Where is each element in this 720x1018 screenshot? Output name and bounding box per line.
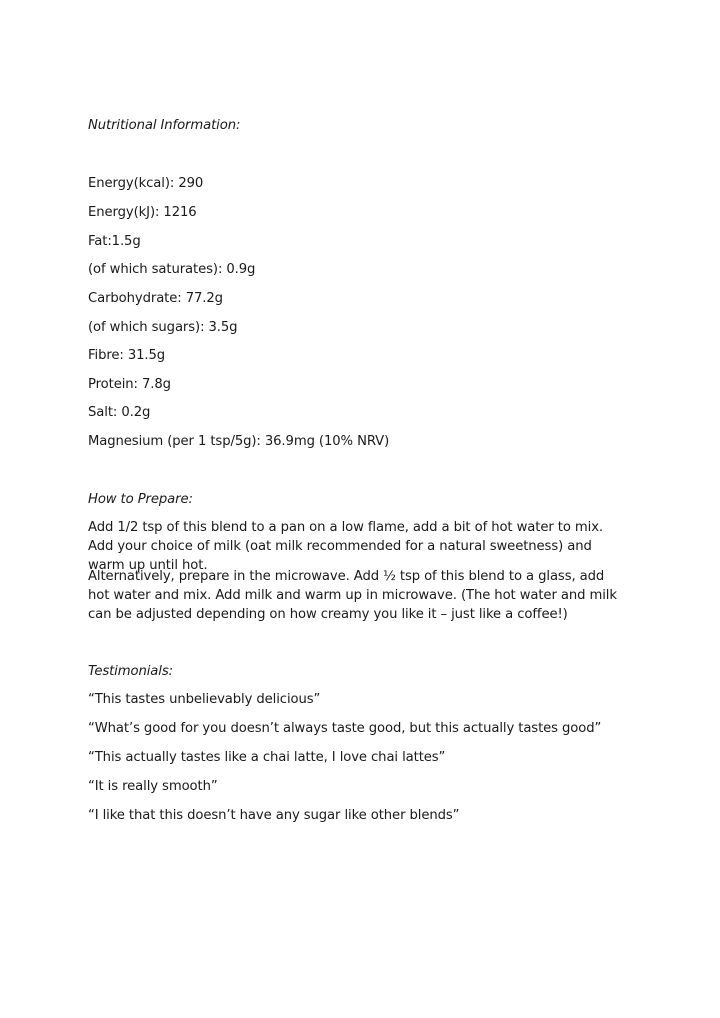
nutrition-item-energy-kj: Energy(kJ): 1216 [88, 205, 197, 220]
testimonial-quote: “This actually tastes like a chai latte, I love chai lattes” [88, 750, 446, 765]
prepare-heading: How to Prepare: [88, 492, 193, 507]
testimonial-quote: “This tastes unbelievably delicious” [88, 692, 321, 707]
nutrition-item-sugars: (of which sugars): 3.5g [88, 320, 238, 335]
nutrition-heading: Nutritional Information: [88, 118, 241, 133]
nutrition-item-protein: Protein: 7.8g [88, 377, 171, 392]
testimonial-quote: “It is really smooth” [88, 779, 218, 794]
nutrition-item-magnesium: Magnesium (per 1 tsp/5g): 36.9mg (10% NRV) [88, 434, 390, 449]
nutrition-item-salt: Salt: 0.2g [88, 405, 151, 420]
testimonial-quote: “What’s good for you doesn’t always taste good, but this actually tastes good” [88, 721, 602, 736]
testimonials-heading: Testimonials: [88, 664, 173, 679]
nutrition-item-saturates: (of which saturates): 0.9g [88, 262, 256, 277]
testimonial-quote: “I like that this doesn’t have any sugar like other blends” [88, 808, 460, 823]
nutrition-item-energy-kcal: Energy(kcal): 290 [88, 176, 204, 191]
prepare-paragraph-pan: Add 1/2 tsp of this blend to a pan on a low flame, add a bit of hot water to mix. Add your choice of milk (oat milk recommended for a natural sweetness) and warm up until hot. [88, 520, 603, 573]
nutrition-item-carbohydrate: Carbohydrate: 77.2g [88, 291, 223, 306]
nutrition-item-fibre: Fibre: 31.5g [88, 348, 166, 363]
nutrition-item-fat: Fat:1.5g [88, 234, 141, 249]
prepare-paragraph-microwave: Alternatively, prepare in the microwave. Add ½ tsp of this blend to a glass, add hot water and mix. Add milk and warm up in microwave. (The hot water and milk can be adjusted depending on how creamy you like it – just like a coffee!) [88, 569, 617, 622]
